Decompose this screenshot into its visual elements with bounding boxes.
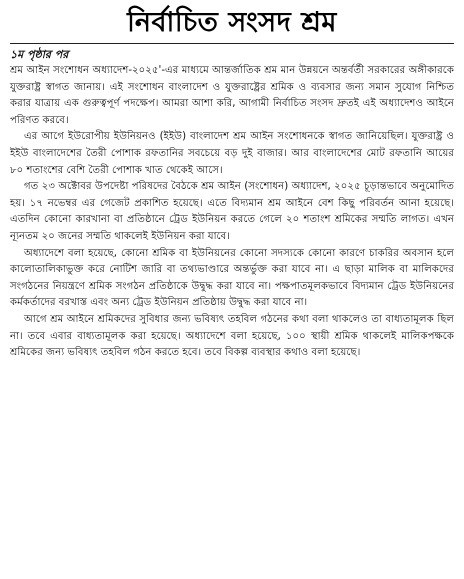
paragraph: অধ্যাদেশে বলা হয়েছে, কোনো শ্রমিক বা ইউনিয়নের কোনো সদস্যকে কোনো কারণে চাকরির অবসান হলে কালোতালিকাভুক্ত করে নোটিশ জারি বা তথ্যভাণ্ডারে অন্তর্ভুক্ত করা যাবে না। এ ছাড়া মালিক বা মালিকদের সংগঠনের নিয়ন্ত্রণে শ্রমিক সংগঠন প্রতিষ্ঠাকে উদ্বুদ্ধ করা যাবে না। পক্ষপাতমূলকভাবে বিদ্যমান ট্রেড ইউনিয়নের কর্মকর্তাদের বরখাস্ত এবং অন্য ট্রেড ইউনিয়ন প্রতিষ্ঠায় উদ্বুদ্ধ করা যাবে না। bbox=[10, 247, 454, 309]
headline: নির্বাচিত সংসদ শ্রম bbox=[127, 7, 337, 38]
paragraph: শ্রম আইন সংশোধন অধ্যাদেশ-২০২৫'-এর মাধ্যমে আন্তর্জাতিক শ্রম মান উন্নয়নে অন্তর্বর্তী সরকারের অঙ্গীকারকে যুক্তরাষ্ট্র স্বাগত জানায়। এই সংশোধন বাংলাদেশ ও যুক্তরাষ্ট্রের শ্রমিক ও ব্যবসার জন্য সমান সুযোগ নিশ্চিত করার যাত্রায় এক গুরুত্বপূর্ণ পদক্ষেপ। আমরা আশা করি, আগামী নির্বাচিত সংসদ দ্রুতই এই অধ্যাদেশও আইনে পরিণত করবে। bbox=[10, 65, 454, 126]
paragraph: এর আগে ইউরোপীয় ইউনিয়নও (ইইউ) বাংলাদেশ শ্রম আইন সংশোধনকে স্বাগত জানিয়েছিল। যুক্তরাষ্ট্র ও ইইউ বাংলাদেশের তৈরী পোশাক রফতানির সবচেয়ে বড় দুই বাজার। আর বাংলাদেশের মোট রফতানি আয়ের ৮০ শতাংশের বেশি তৈরী পোশাক খাত থেকেই আসে। bbox=[10, 131, 454, 176]
paragraph: গত ২৩ অক্টোবর উপদেষ্টা পরিষদের বৈঠকে শ্রম আইন (সংশোধন) অধ্যাদেশ, ২০২৫ চূড়ান্তভাবে অনুমোদিত হয়। ১৭ নভেম্বর এর গেজেট প্রকাশিত হয়েছে। এতে বিদ্যমান শ্রম আইনে বেশ কিছু পরিবর্তন আনা হয়েছে। এতদিন কোনো কারখানা বা প্রতিষ্ঠানে ট্রেড ইউনিয়ন করতে গেলে ২০ শতাংশ শ্রমিকের সম্মতি লাগত। এখন ন্যূনতম ২০ জনের সম্মতি থাকলেই ইউনিয়ন করা যাবে। bbox=[10, 181, 454, 242]
paragraph: আগে শ্রম আইনে শ্রমিকদের সুবিধার জন্য ভবিষ্যৎ তহবিল গঠনের কথা বলা থাকলেও তা বাধ্যতামূলক ছিল না। তবে এবার বাধ্যতামূলক করা হয়েছে। অধ্যাদেশে বলা হয়েছে, ১০০ স্থায়ী শ্রমিক থাকলেই মালিকপক্ষকে শ্রমিকের জন্য ভবিষ্যৎ তহবিল গঠন করতে হবে। তবে বিকল্প ব্যবস্থার কথাও বলা হয়েছে। bbox=[10, 313, 454, 359]
continued-from-label: ১ম পৃষ্ঠার পর bbox=[10, 48, 69, 61]
headline-divider bbox=[10, 43, 454, 44]
article-body bbox=[10, 63, 454, 362]
